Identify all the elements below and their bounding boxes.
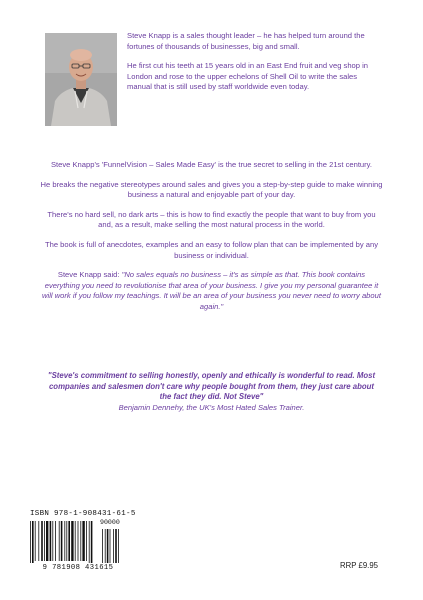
testimonial	[45, 371, 378, 413]
isbn-barcode	[28, 510, 136, 574]
barcode-bars-icon	[28, 521, 128, 565]
testimonial-attribution: Benjamin Dennehy, the UK's Most Hated Sales Trainer.	[118, 402, 305, 412]
retail-price: RRP £9.95	[340, 561, 378, 570]
author-portrait-icon	[45, 33, 117, 126]
blurb	[40, 160, 383, 322]
barcode-addon: 90000	[100, 519, 120, 526]
bio-paragraph: Steve Knapp is a sales thought leader – he has helped turn around the fortunes of thousands of businesses, big and small.	[127, 31, 365, 51]
blurb-paragraph: There's no hard sell, no dark arts – this is how to find exactly the people that want to buy from you and, as a result, make selling the most natural process in the world.	[47, 209, 376, 230]
testimonial-quote: "Steve's commitment to selling honestly, openly and ethically is wonderful to read. Most companies and salesmen don't care why people bought from them, they just care about the fact they did. Not Steve"	[47, 371, 376, 402]
blurb-paragraph: Steve Knapp's 'FunnelVision – Sales Made Easy' is the true secret to selling in the 21st century.	[50, 160, 373, 169]
bio-paragraph: He first cut his teeth at 15 years old in an East End fruit and veg shop in London and rose to the upper echelons of Shell Oil to write the sales manual that is still used by staff worldwide even today.	[127, 61, 369, 92]
author-bio	[127, 31, 382, 102]
ean-digits: 9 781908 431615	[42, 564, 114, 572]
author-quote	[40, 270, 383, 312]
author-quote-text: "No sales equals no business – it's as simple as that. This book contains everything you need to revolutionise that area of your business. I give you my personal guarantee it will work if you follow my teachings. It will be an area of your business you never need to worry about again."	[42, 270, 381, 311]
blurb-paragraph: He breaks the negative stereotypes around sales and gives you a step-by-step guide to make winning business a natural and enjoyable part of your day.	[40, 179, 383, 200]
author-quote-lead: Steve Knapp said:	[57, 270, 122, 280]
isbn-label: ISBN 978-1-908431-61-5	[30, 510, 136, 518]
author-photo	[45, 33, 117, 126]
blurb-paragraph: The book is full of anecdotes, examples and an easy to follow plan that can be implemented by any business or individual.	[44, 239, 379, 260]
